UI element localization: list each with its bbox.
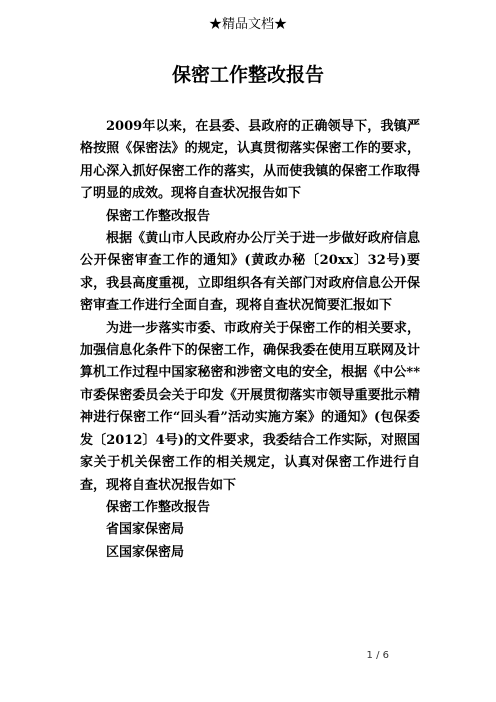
paragraph: 保密工作整改报告 bbox=[106, 499, 211, 515]
document-body bbox=[80, 116, 420, 564]
page-number: 1 / 6 bbox=[366, 650, 389, 661]
paragraph: 保密工作整改报告 bbox=[106, 208, 211, 224]
paragraph: 区国家保密局 bbox=[106, 544, 185, 560]
paragraph: 省国家保密局 bbox=[106, 522, 185, 538]
paragraph: 为进一步落实市委、市政府关于保密工作的相关要求，加强信息化条件下的保密工作，确保我委在使用互联网及计算机工作过程中国家秘密和涉密文电的安全，根据《中公**市委保密委员会关于印发《开展贯彻落实市领导重要批示精神进行保密工作“回头看”活动实施方案》的通知》(包保委发〔2012〕4号)的文件要求，我委结合工作实际，对照国家关于机关保密工作的相关规定，认真对保密工作进行自查，现将自查状况报告如下 bbox=[80, 320, 420, 493]
paragraph: 根据《黄山市人民政府办公厅关于进一步做好政府信息公开保密审查工作的通知》(黄政办秘〔20xx〕32号)要求，我县高度重视，立即组织各有关部门对政府信息公开保密审查工作进行全面自查，现将自查状况简要汇报如下 bbox=[80, 231, 420, 314]
document-title: 保密工作整改报告 bbox=[171, 64, 324, 86]
paragraph: 2009年以来，在县委、县政府的正确领导下，我镇严格按照《保密法》的规定，认真贯彻落实保密工作的要求，用心深入抓好保密工作的落实，从而使我镇的保密工作取得了明显的成效。现将自查状况报告如下 bbox=[80, 119, 420, 202]
page-header: ★精品文档★ bbox=[208, 17, 287, 32]
